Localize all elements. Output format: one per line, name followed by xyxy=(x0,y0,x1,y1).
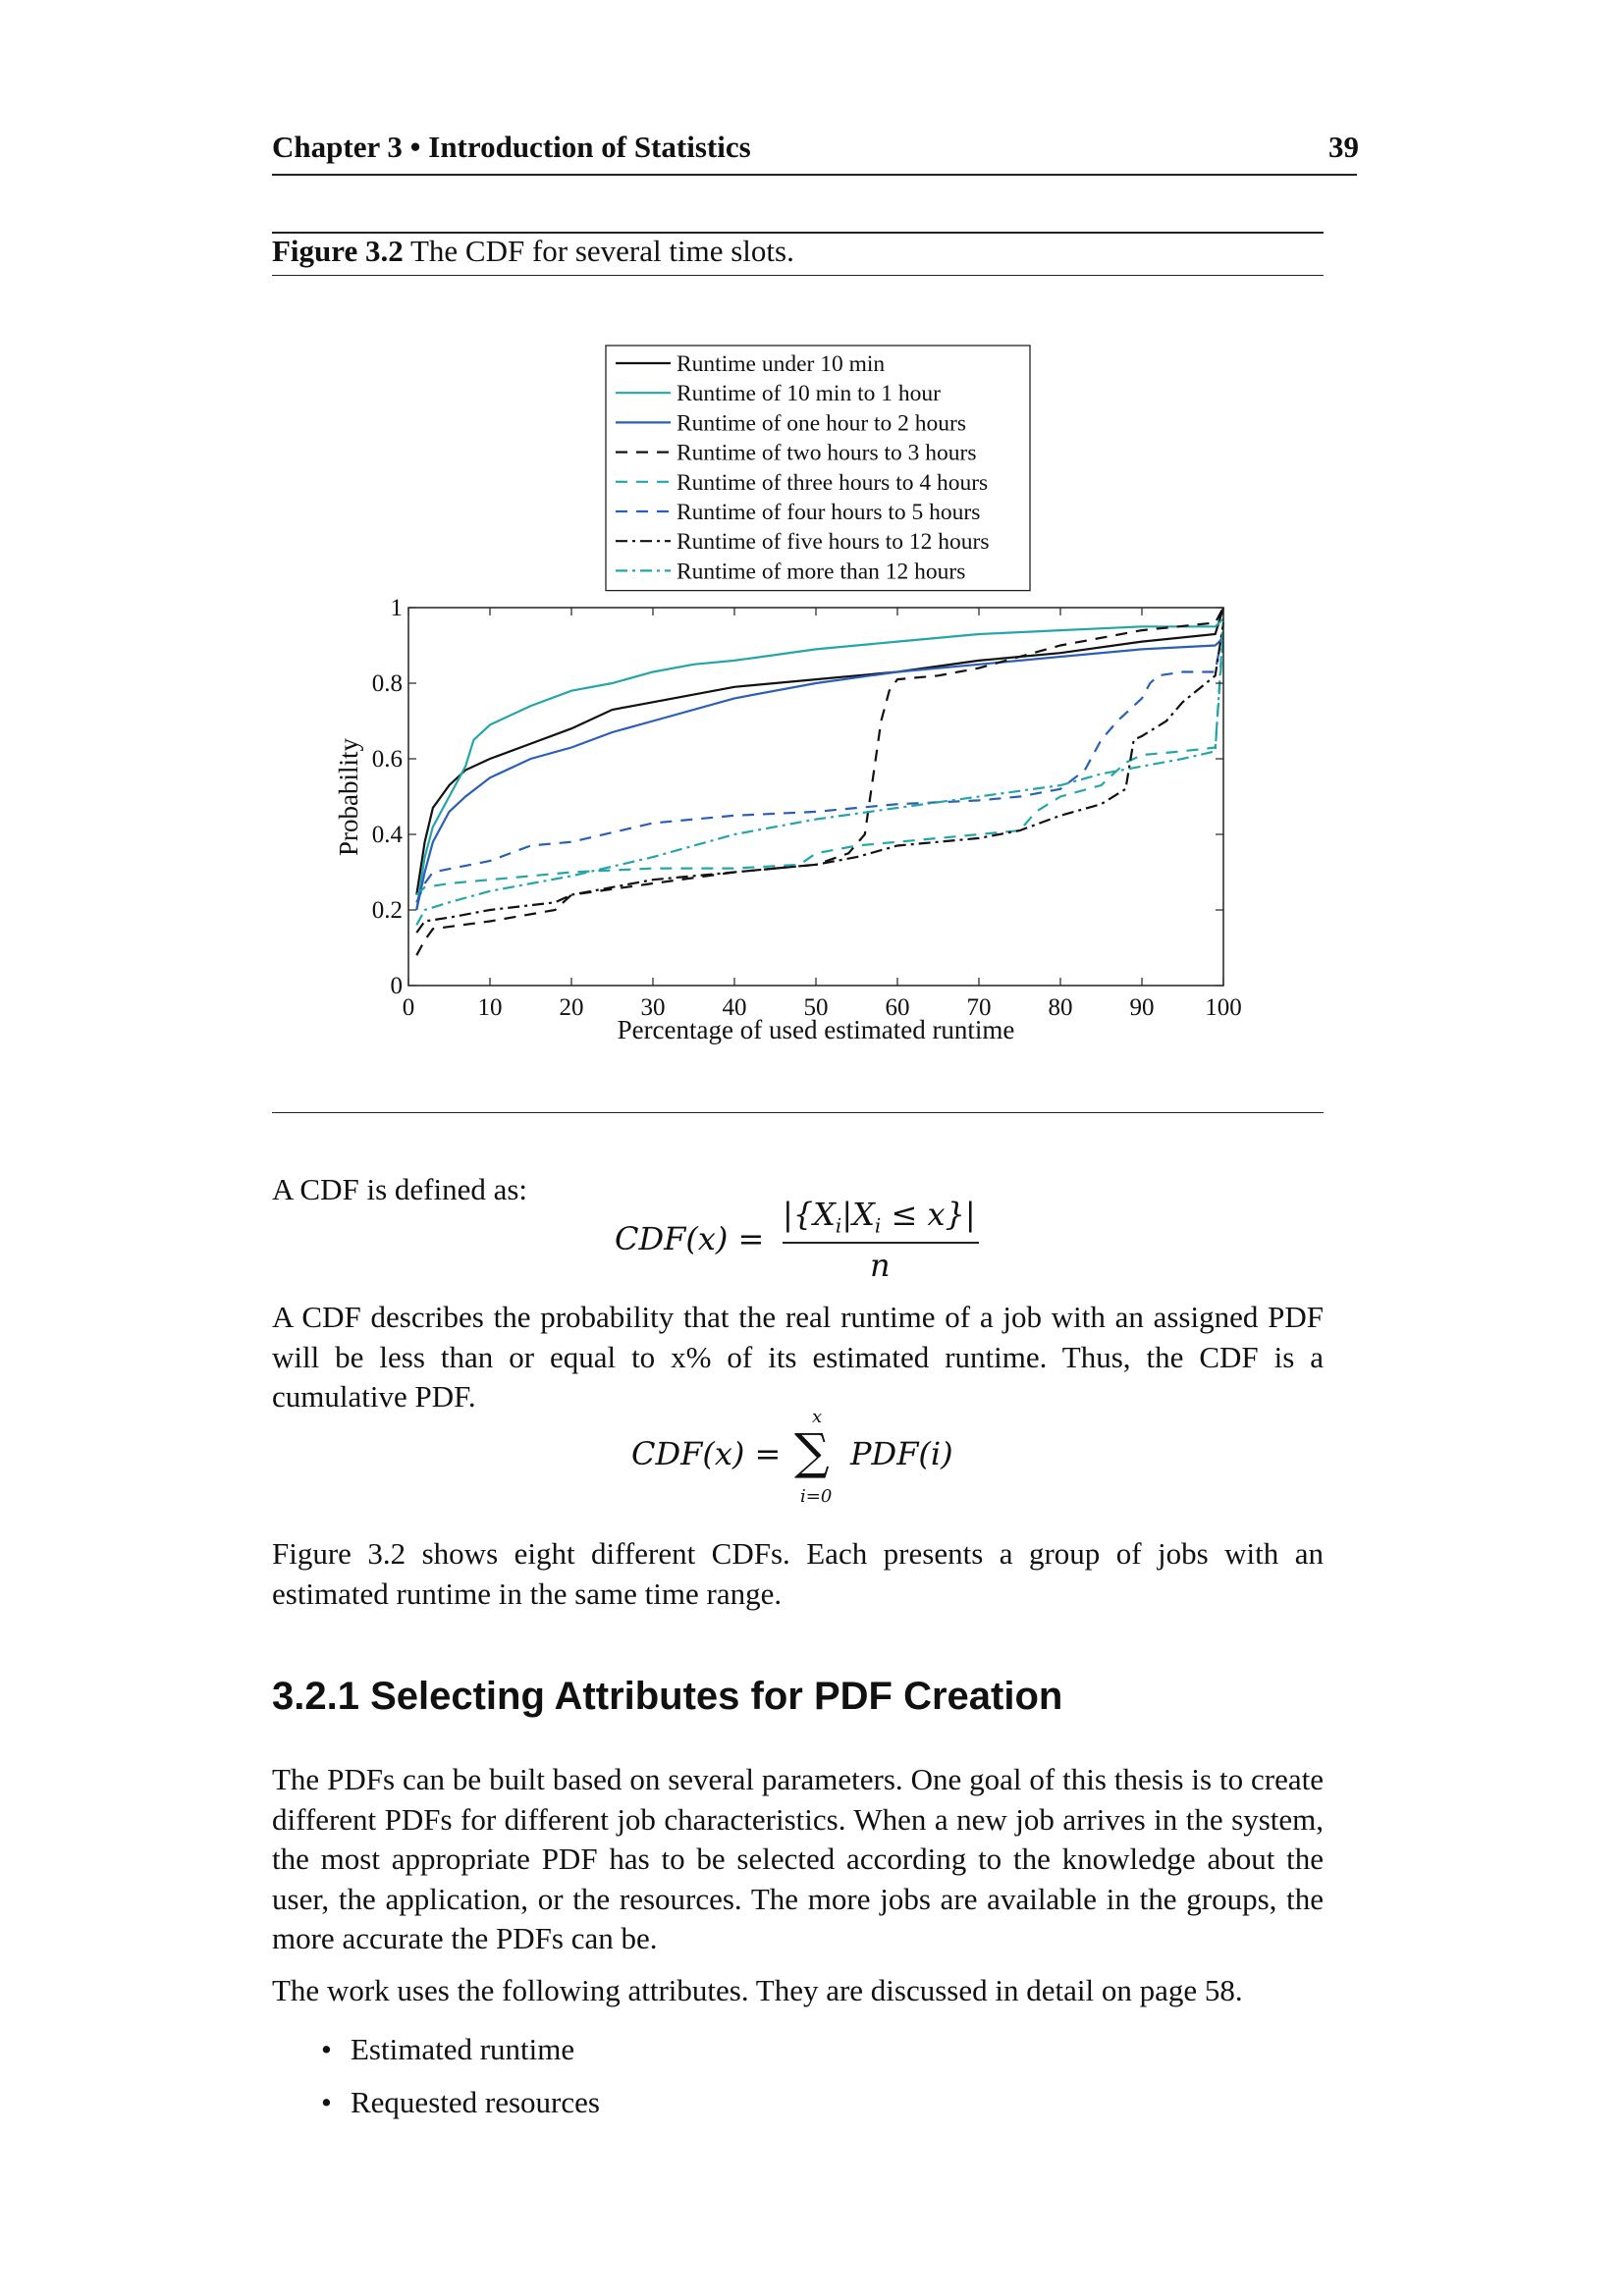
list-item-text: Estimated runtime xyxy=(351,2032,575,2066)
legend-label: Runtime of five hours to 12 hours xyxy=(677,529,990,556)
list-item xyxy=(321,2085,600,2120)
figure-label: Figure 3.2 xyxy=(272,234,404,268)
legend-label: Runtime of 10 min to 1 hour xyxy=(677,381,941,407)
x-axis-label: Percentage of used estimated runtime xyxy=(617,1015,1015,1044)
x-tick-label: 20 xyxy=(559,994,584,1021)
list-item xyxy=(321,2032,574,2067)
plot-area xyxy=(416,608,1223,955)
equation-cdf-numerator xyxy=(783,1196,976,1237)
x-tick-label: 80 xyxy=(1048,994,1073,1021)
y-tick-label: 0.8 xyxy=(371,670,403,697)
equation-sum-rhs: PDF(i) xyxy=(850,1435,953,1472)
series-line-6 xyxy=(416,622,1223,933)
eq1-num-sub1: i xyxy=(835,1213,842,1238)
x-tick-label: 50 xyxy=(803,994,829,1021)
series-line-7 xyxy=(416,622,1223,925)
y-tick-label: 1 xyxy=(390,595,403,621)
paragraph-cdf-description: A CDF describes the probability that the real runtime of a job with an assigned PDF will be less than or equal to x% of its estimated runtime. Thus, the CDF is a cumulative PDF. xyxy=(272,1300,1324,1414)
x-tick-label: 70 xyxy=(966,994,992,1021)
equation-fraction-bar xyxy=(783,1242,979,1244)
x-tick-label: 0 xyxy=(402,994,415,1021)
eq1-lhs: CDF(x) = xyxy=(615,1220,765,1257)
y-tick-label: 0.4 xyxy=(371,822,403,848)
equation-cdf-denominator: n xyxy=(870,1247,891,1284)
legend-label: Runtime under 10 min xyxy=(677,351,886,377)
x-tick-label: 30 xyxy=(640,994,666,1021)
y-axis-label: Probability xyxy=(334,738,363,856)
eq1-num-sub2: i xyxy=(874,1213,882,1238)
bullet-dot: • xyxy=(321,2085,332,2119)
x-tick-label: 10 xyxy=(477,994,503,1021)
eq1-num-a: |{X xyxy=(783,1196,836,1233)
x-tick-label: 60 xyxy=(885,994,910,1021)
legend-label: Runtime of more than 12 hours xyxy=(677,559,966,585)
figure-caption-text: The CDF for several time slots. xyxy=(409,234,794,268)
legend-label: Runtime of one hour to 2 hours xyxy=(677,410,967,437)
eq1-num-b: |X xyxy=(841,1196,875,1233)
series-line-5 xyxy=(416,626,1223,902)
y-tick-label: 0.6 xyxy=(371,746,403,773)
equation-sum-sub: i=0 xyxy=(800,1486,833,1507)
chart-legend xyxy=(606,346,1030,591)
series-line-4 xyxy=(416,634,1223,895)
paragraph-cdf-intro: A CDF is defined as: xyxy=(272,1172,528,1206)
x-tick-label: 90 xyxy=(1129,994,1155,1021)
cdf-chart xyxy=(0,0,1624,1099)
series-line-1 xyxy=(416,619,1223,911)
x-tick-label: 40 xyxy=(722,994,747,1021)
equation-sum-sup: x xyxy=(812,1407,823,1427)
bullet-dot: • xyxy=(321,2032,332,2066)
equation-sum-sigma: ∑ xyxy=(794,1423,830,1480)
equation-sum-lhs: CDF(x) = xyxy=(631,1435,782,1472)
paragraph-attributes-list-lead: The work uses the following attributes. They are discussed in detail on page 58. xyxy=(272,1973,1243,2007)
page-number: 39 xyxy=(1328,130,1359,164)
series-line-0 xyxy=(416,608,1223,895)
section-heading: 3.2.1 Selecting Attributes for PDF Creation xyxy=(272,1675,1063,1718)
series-line-3 xyxy=(416,608,1223,955)
legend-label: Runtime of three hours to 4 hours xyxy=(677,469,989,496)
eq1-num-c: ≤ x}| xyxy=(881,1196,976,1233)
chart-axes xyxy=(372,595,1242,1021)
legend-label: Runtime of four hours to 5 hours xyxy=(677,500,981,525)
running-header-chapter: Chapter 3 • Introduction of Statistics xyxy=(272,130,751,164)
figure-bottom-rule xyxy=(272,1112,1324,1113)
plot-frame xyxy=(408,608,1223,986)
equation-cdf-lhs xyxy=(615,1220,764,1257)
legend-label: Runtime of two hours to 3 hours xyxy=(677,440,977,466)
list-item-text: Requested resources xyxy=(351,2085,600,2119)
paragraph-figure-reference: Figure 3.2 shows eight different CDFs. Each presents a group of jobs with an estimated runtime in the same time range. xyxy=(272,1536,1324,1611)
x-tick-label: 100 xyxy=(1205,994,1242,1021)
paragraph-attributes-intro: The PDFs can be built based on several parameters. One goal of this thesis is to create different PDFs for different job characteristics. When a new job arrives in the system, the most appropriate PDF has to be selected according to the knowledge about the user, the application, or the resources. The more jobs are available in the groups, the more accurate the PDFs can be. xyxy=(272,1762,1324,1955)
y-tick-label: 0 xyxy=(390,973,403,999)
y-tick-label: 0.2 xyxy=(371,897,403,924)
